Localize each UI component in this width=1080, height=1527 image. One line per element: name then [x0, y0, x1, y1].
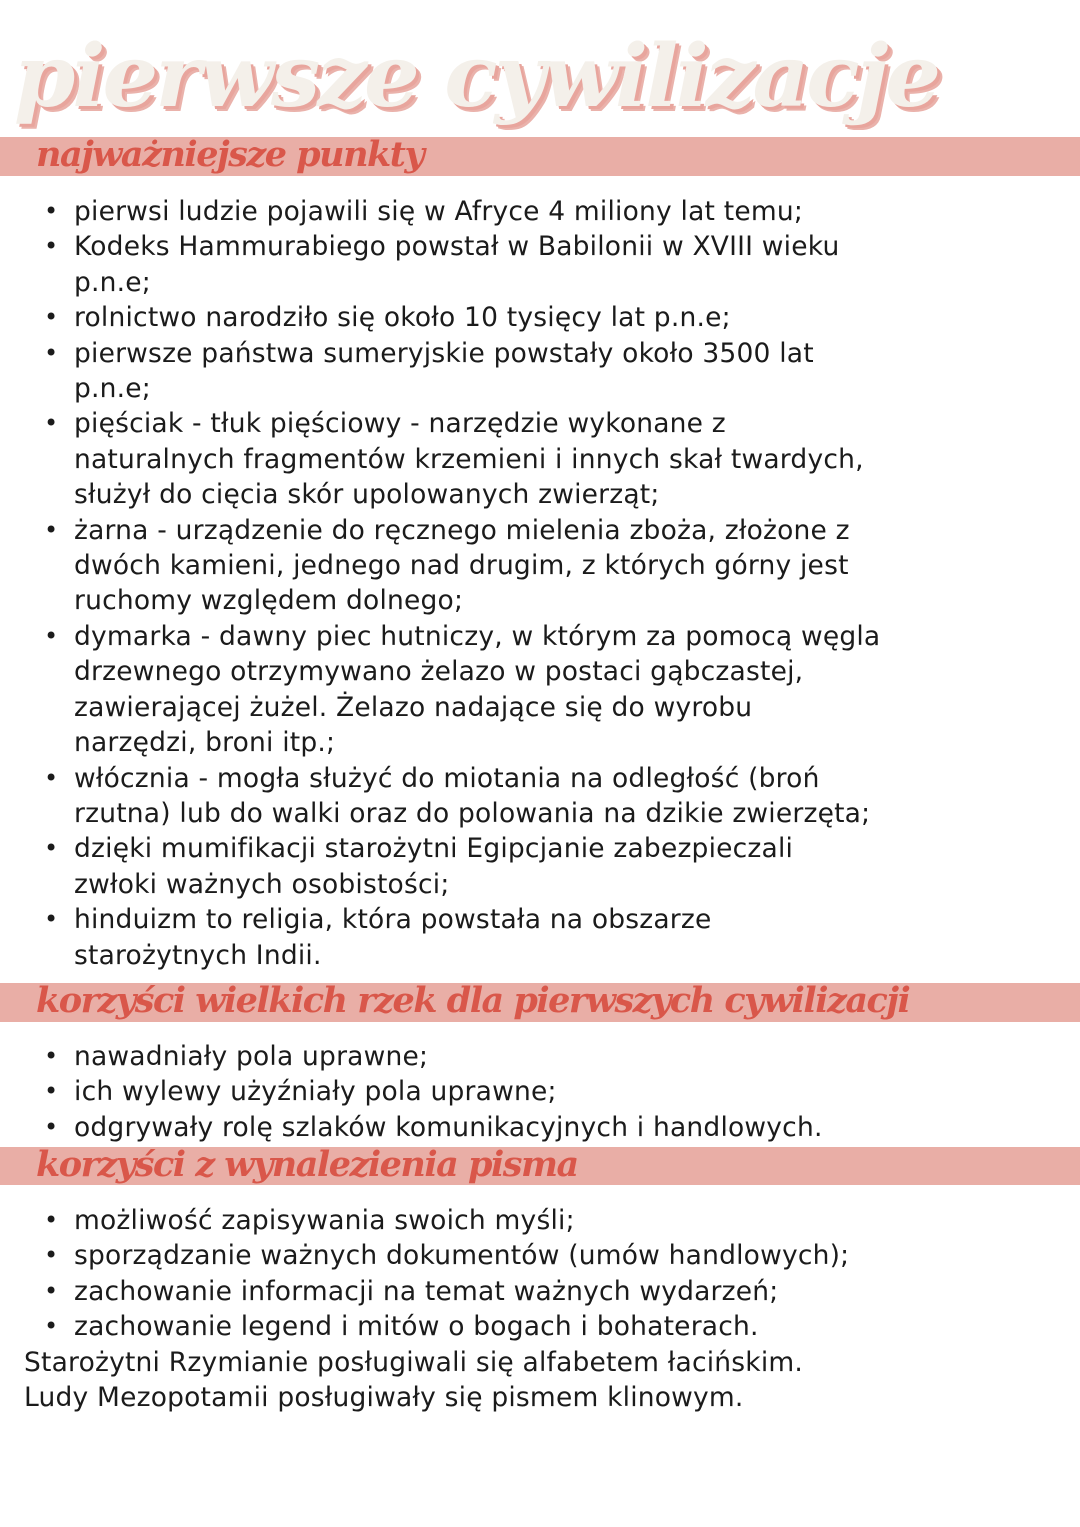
list-item-line: p.n.e;	[74, 373, 151, 405]
list-item-line: żarna - urządzenie do ręcznego mielenia zboża, złożone z	[74, 514, 850, 546]
list-item	[0, 194, 1080, 229]
list-item	[0, 1110, 1080, 1145]
bullet-icon: •	[44, 1206, 59, 1234]
list-item-line: ich wylewy użyźniały pola uprawne;	[74, 1076, 557, 1108]
list-item-line: odgrywały rolę szlaków komunikacyjnych i handlowych.	[74, 1111, 823, 1143]
list-item	[0, 1274, 1080, 1309]
list-item-line: możliwość zapisywania swoich myśli;	[74, 1205, 575, 1236]
list-item-line: pierwsi ludzie pojawili się w Afryce 4 miliony lat temu;	[74, 196, 803, 227]
list-item-line: włócznia - mogła służyć do miotania na odległość (broń	[74, 762, 820, 794]
list-item	[0, 513, 1080, 619]
list-item-line: rolnictwo narodziło się około 10 tysięcy lat p.n.e;	[74, 302, 731, 334]
list-item-line: zachowanie informacji na temat ważnych wydarzeń;	[74, 1275, 779, 1307]
bullet-icon: •	[44, 621, 59, 650]
list-item	[0, 831, 1080, 902]
section-heading: korzyści z wynalezienia pisma	[36, 1144, 578, 1185]
key-points-list	[0, 194, 1080, 973]
list-item-line: hinduizm to religia, która powstała na obszarze	[74, 904, 712, 936]
bullet-icon: •	[44, 1042, 59, 1070]
rivers-benefits-list	[0, 1039, 1080, 1145]
list-item-line: narzędzi, broni itp.;	[74, 727, 336, 759]
bullet-icon: •	[44, 338, 59, 367]
list-item-line: naturalnych fragmentów krzemieni i innych skał twardych,	[74, 443, 864, 475]
list-item-line: starożytnych Indii.	[74, 939, 322, 971]
list-item-line: drzewnego otrzymywano żelazo w postaci gąbczastej,	[74, 656, 804, 688]
list-item	[0, 1203, 1080, 1238]
list-item	[0, 1074, 1080, 1109]
section-heading: najważniejsze punkty	[36, 134, 424, 175]
list-item-line: nawadniały pola uprawne;	[74, 1041, 429, 1072]
bullet-icon: •	[44, 1077, 59, 1106]
section-heading: korzyści wielkich rzek dla pierwszych cywilizacji	[36, 980, 910, 1021]
paragraph-cuneiform: Ludy Mezopotamii posługiwały się pismem klinowym.	[24, 1382, 744, 1413]
bullet-icon: •	[44, 515, 59, 544]
bullet-icon: •	[44, 905, 59, 934]
list-item-line: dzięki mumifikacji starożytni Egipcjanie zabezpieczali	[74, 833, 794, 865]
bullet-icon: •	[44, 1276, 59, 1305]
list-item-line: Kodeks Hammurabiego powstał w Babilonii w XVIII wieku	[74, 231, 840, 263]
bullet-icon: •	[44, 197, 59, 225]
bullet-icon: •	[44, 303, 59, 332]
list-item-line: zachowanie legend i mitów o bogach i bohaterach.	[74, 1311, 759, 1343]
list-item-line: zawierającej żużel. Żelazo nadające się do wyrobu	[74, 691, 753, 723]
list-item	[0, 336, 1080, 407]
list-item	[0, 902, 1080, 973]
list-item	[0, 619, 1080, 761]
paragraph-roman-alphabet: Starożytni Rzymianie posługiwali się alfabetem łacińskim.	[24, 1347, 804, 1378]
bullet-icon: •	[44, 1312, 59, 1341]
list-item-line: pierwsze państwa sumeryjskie powstały około 3500 lat	[74, 337, 814, 369]
list-item	[0, 300, 1080, 335]
list-item-line: pięściak - tłuk pięściowy - narzędzie wykonane z	[74, 408, 726, 440]
bullet-icon: •	[44, 763, 59, 792]
bullet-icon: •	[44, 1241, 59, 1270]
list-item-line: zwłoki ważnych osobistości;	[74, 868, 450, 900]
page-title: pierwsze cywilizacje	[14, 26, 939, 127]
list-item	[0, 1309, 1080, 1344]
writing-benefits-list	[0, 1203, 1080, 1345]
list-item-line: ruchomy względem dolnego;	[74, 585, 464, 617]
list-item-line: p.n.e;	[74, 266, 151, 298]
bullet-icon: •	[44, 1112, 59, 1141]
list-item	[0, 1039, 1080, 1074]
list-item	[0, 229, 1080, 300]
list-item	[0, 406, 1080, 512]
bullet-icon: •	[44, 409, 59, 438]
list-item-line: dwóch kamieni, jednego nad drugim, z których górny jest	[74, 550, 849, 582]
list-item-line: dymarka - dawny piec hutniczy, w którym za pomocą węgla	[74, 620, 881, 652]
list-item	[0, 761, 1080, 832]
bullet-icon: •	[44, 834, 59, 863]
list-item-line: sporządzanie ważnych dokumentów (umów handlowych);	[74, 1240, 850, 1272]
list-item-line: służył do cięcia skór upolowanych zwierząt;	[74, 479, 660, 511]
bullet-icon: •	[44, 232, 59, 261]
list-item-line: rzutna) lub do walki oraz do polowania na dzikie zwierzęta;	[74, 797, 871, 829]
list-item	[0, 1238, 1080, 1273]
